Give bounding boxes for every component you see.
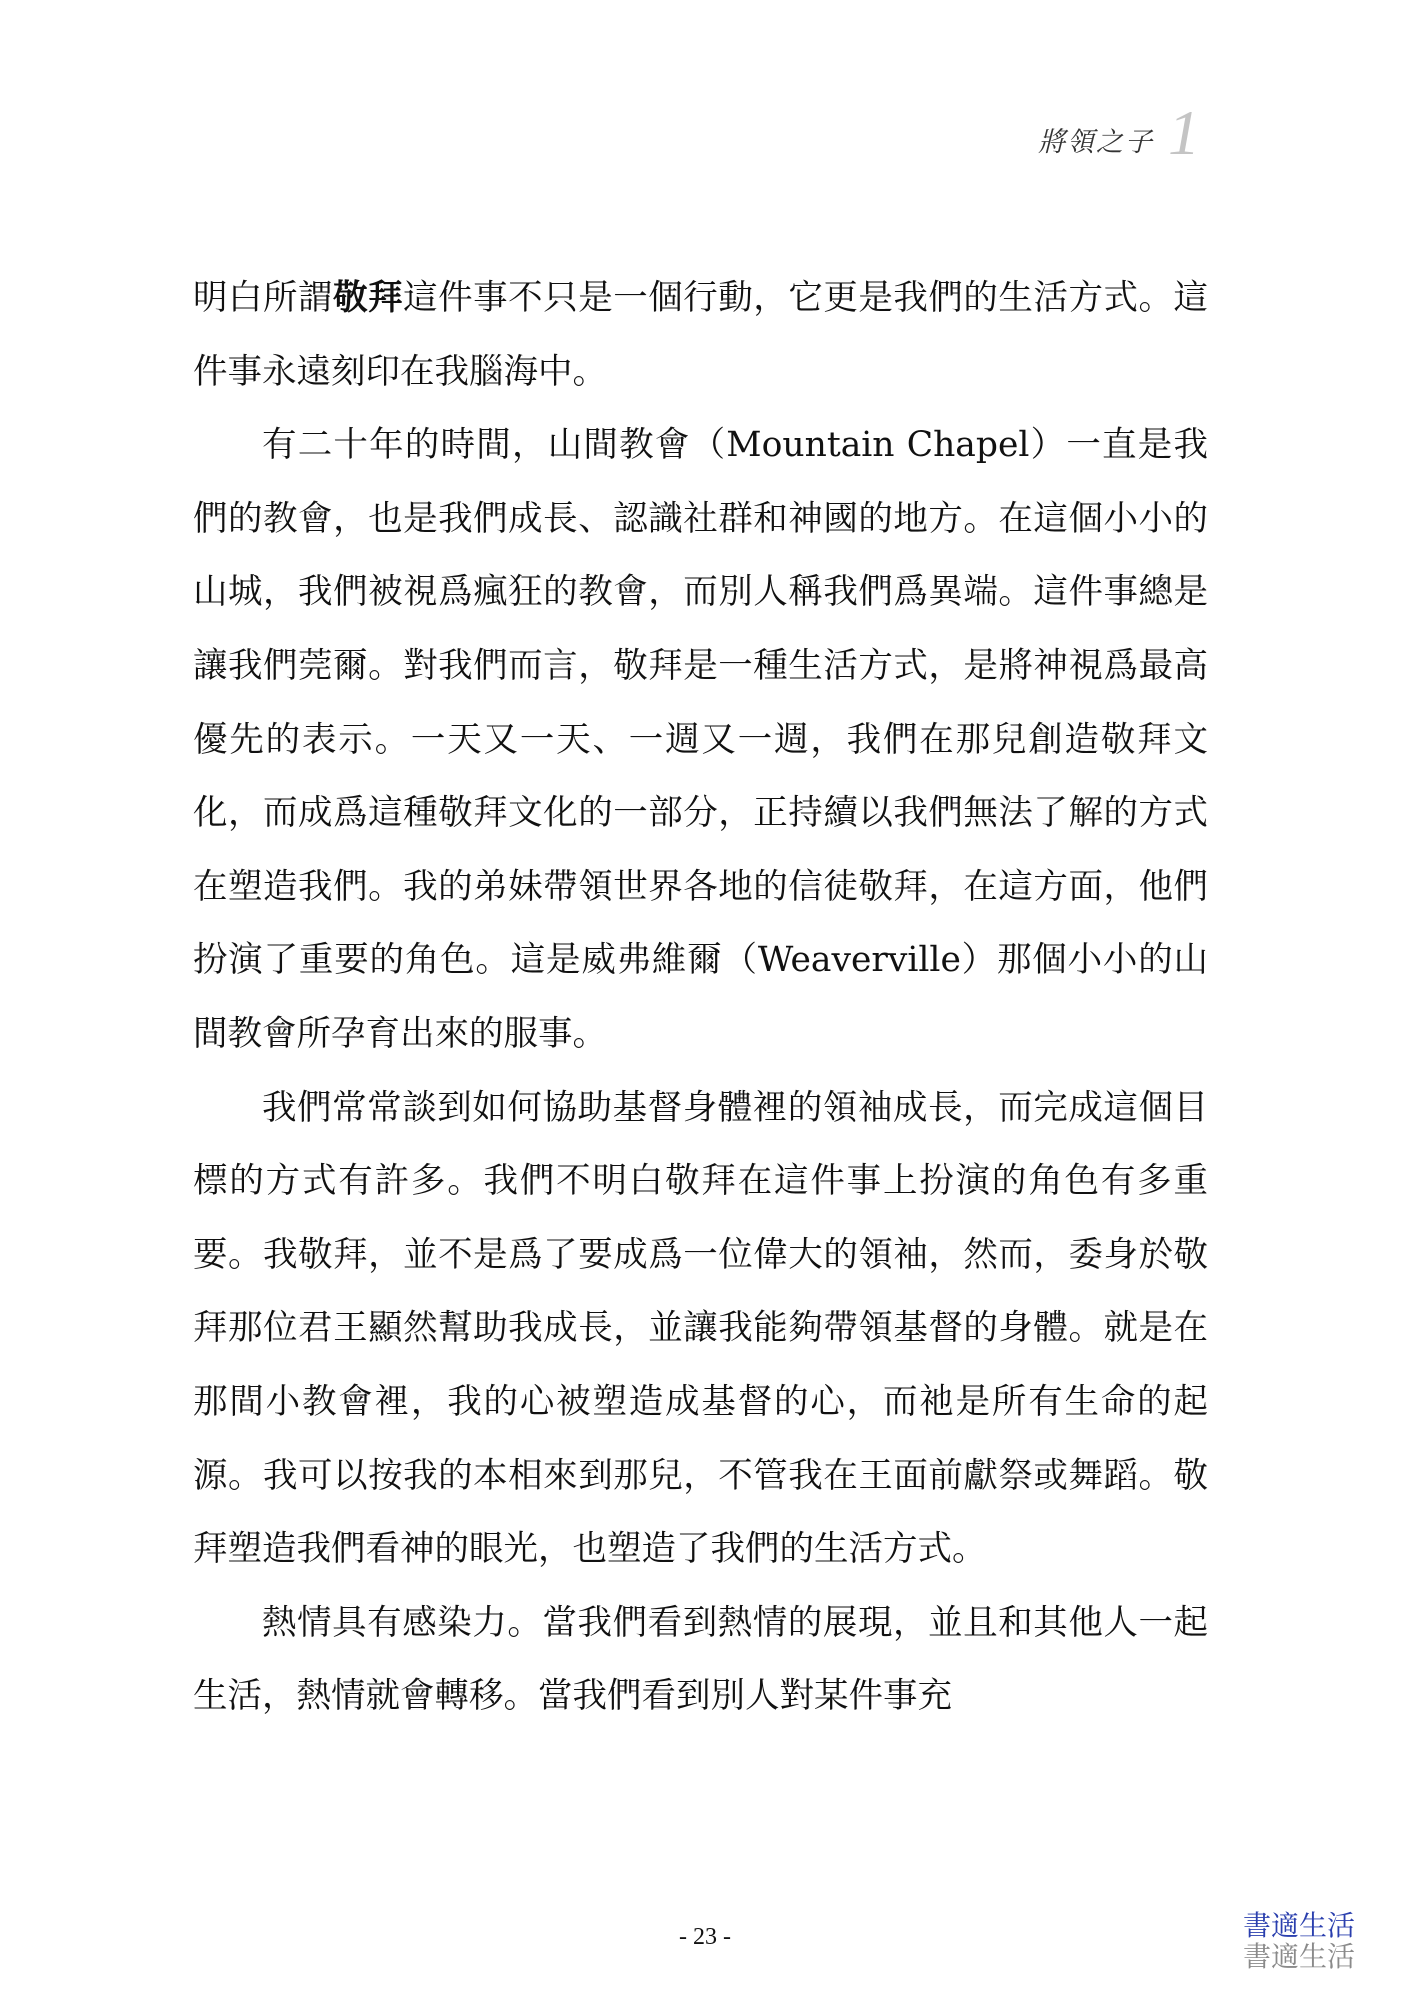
emphasized-word: 敬拜 bbox=[333, 278, 404, 318]
chapter-number: 1 bbox=[1168, 97, 1200, 168]
paragraph: 有二十年的時間，山間教會（Mountain Chapel）一直是我們的教會，也是我們成長、認識社群和神國的地方。在這個小小的山城，我們被視爲瘋狂的教會，而別人稱我們爲異端。這件事總是讓我們莞爾。對我們而言，敬拜是一種生活方式，是將神視爲最高優先的表示。一天又一天、一週又一週，我們在那兒創造敬拜文化，而成爲這種敬拜文化的一部分，正持續以我們無法了解的方式在塑造我們。我的弟妹帶領世界各地的信徒敬拜，在這方面，他們扮演了重要的角色。這是威弗維爾（Weaverville）那個小小的山間教會所孕育出來的服事。 bbox=[193, 425, 1208, 1054]
page-number: - 23 - bbox=[679, 1924, 731, 1950]
paragraph: 我們常常談到如何協助基督身體裡的領袖成長，而完成這個目標的方式有許多。我們不明白敬拜在這件事上扮演的角色有多重要。我敬拜，並不是爲了要成爲一位偉大的領袖，然而，委身於敬拜那位君王顯然幫助我成長，並讓我能夠帶領基督的身體。就是在那間小教會裡，我的心被塑造成基督的心，而祂是所有生命的起源。我可以按我的本相來到那兒，不管我在王面前獻祭或舞蹈。敬拜塑造我們看神的眼光，也塑造了我們的生活方式。 bbox=[193, 1087, 1208, 1570]
watermark bbox=[1243, 1910, 1355, 1972]
body-text bbox=[193, 262, 1208, 1734]
watermark-line: 書適生活 bbox=[1242, 1940, 1355, 1973]
paragraph-text-before: 明白所謂 bbox=[193, 278, 334, 318]
running-header bbox=[1038, 97, 1200, 168]
paragraph-text-after: 這件事不只是一個行動，它更是我們的生活方式。這件事永遠刻印在我腦海中。 bbox=[193, 278, 1209, 392]
paragraph: 熱情具有感染力。當我們看到熱情的展現，並且和其他人一起生活，熱情就會轉移。當我們看到別人對某件事充 bbox=[193, 1602, 1208, 1717]
chapter-title: 將領之子 bbox=[1038, 126, 1154, 158]
watermark-line: 書適生活 bbox=[1242, 1909, 1355, 1942]
paragraph-continuation bbox=[193, 262, 1208, 409]
